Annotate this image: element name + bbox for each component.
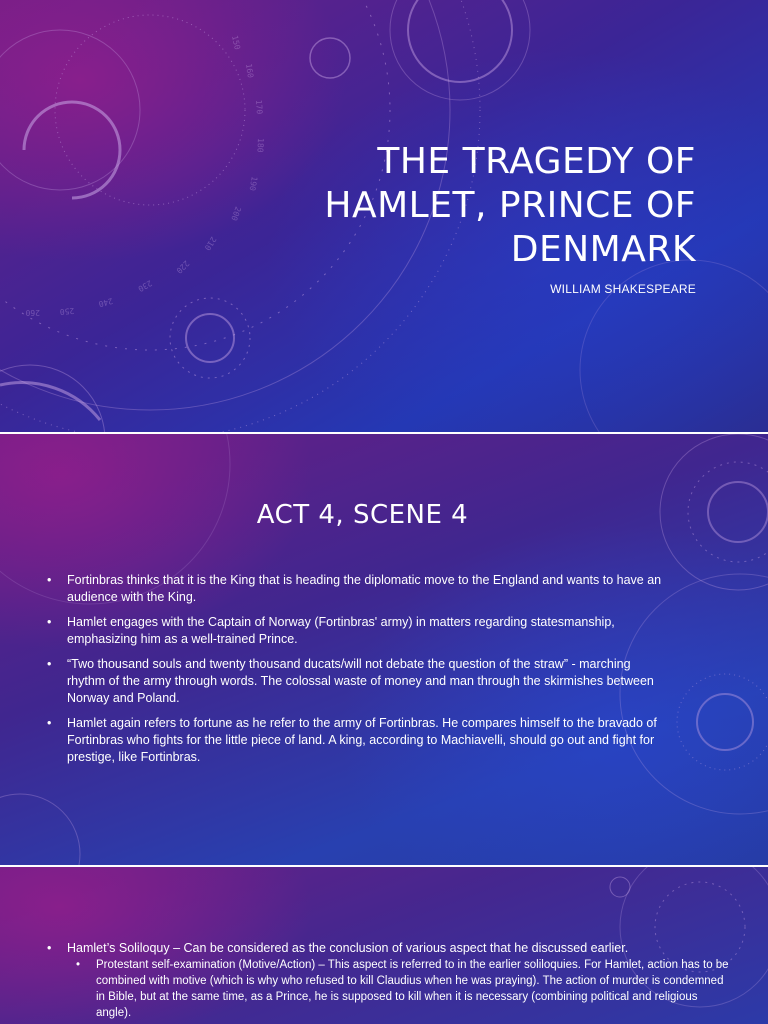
presentation-title <box>266 140 696 272</box>
bullet-list <box>44 940 734 1024</box>
dial-label: 210 <box>202 234 218 252</box>
title-line: DENMARK <box>510 229 696 270</box>
list-item: • Hamlet engages with the Captain of Norway (Fortinbras' army) in matters regarding statesmanship, emphasizing him as a well-trained Prince. <box>44 614 664 648</box>
dial-label: 230 <box>136 278 154 294</box>
title-line: THE TRAGEDY OF <box>377 141 696 182</box>
dial-label: 150 <box>230 34 242 51</box>
sub-list-item: • Protestant self-examination (Motive/Action) – This aspect is referred to in the earlier soliloquies. For Hamlet, action has to be combined with motive (which is why who refused to kill Claudius when he was praying). The action of murder is condemned in Bible, but at the same time, as a Prince, he is supposed to kill when it is necessary (combining political and religious angle). <box>44 957 734 1021</box>
list-item <box>44 940 734 1021</box>
slide-title: ACT 4, SCENE 4 <box>256 500 469 530</box>
title-line: HAMLET, PRINCE OF <box>324 185 696 226</box>
dial-label: 260 <box>25 308 40 317</box>
bullet-list <box>44 572 664 774</box>
dial-label: 240 <box>97 296 114 309</box>
dial-label: 170 <box>254 99 264 115</box>
title-slide <box>0 0 768 432</box>
list-item: • “Two thousand souls and twenty thousand ducats/will not debate the question of the straw” - marching rhythm of the army through words. The colossal waste of money and man through the skirmishes between Norway and Poland. <box>44 656 664 707</box>
dial-label: 250 <box>59 306 75 317</box>
soliloquy-slide <box>0 867 768 1024</box>
dial-label: 190 <box>247 175 259 192</box>
dial-label: 180 <box>255 137 265 153</box>
sub-bullet-list <box>67 957 734 1021</box>
author-subtitle: WILLIAM SHAKESPEARE <box>550 282 696 296</box>
list-item: • Fortinbras thinks that it is the King that is heading the diplomatic move to the England and wants to have an audience with the King. <box>44 572 664 606</box>
list-item-text: Hamlet’s Soliloquy – Can be considered as the conclusion of various aspect that he discussed earlier. <box>67 941 629 955</box>
dial-label: 220 <box>174 258 191 276</box>
dial-label: 160 <box>244 63 255 79</box>
act4-scene4-slide <box>0 434 768 865</box>
dial-label: 200 <box>229 205 243 222</box>
list-item: • Hamlet again refers to fortune as he refer to the army of Fortinbras. He compares himself to the bravado of Fortinbras who fights for the little piece of land. A king, according to Machiavelli, should go out and fight for prestige, like Fortinbras. <box>44 715 664 766</box>
